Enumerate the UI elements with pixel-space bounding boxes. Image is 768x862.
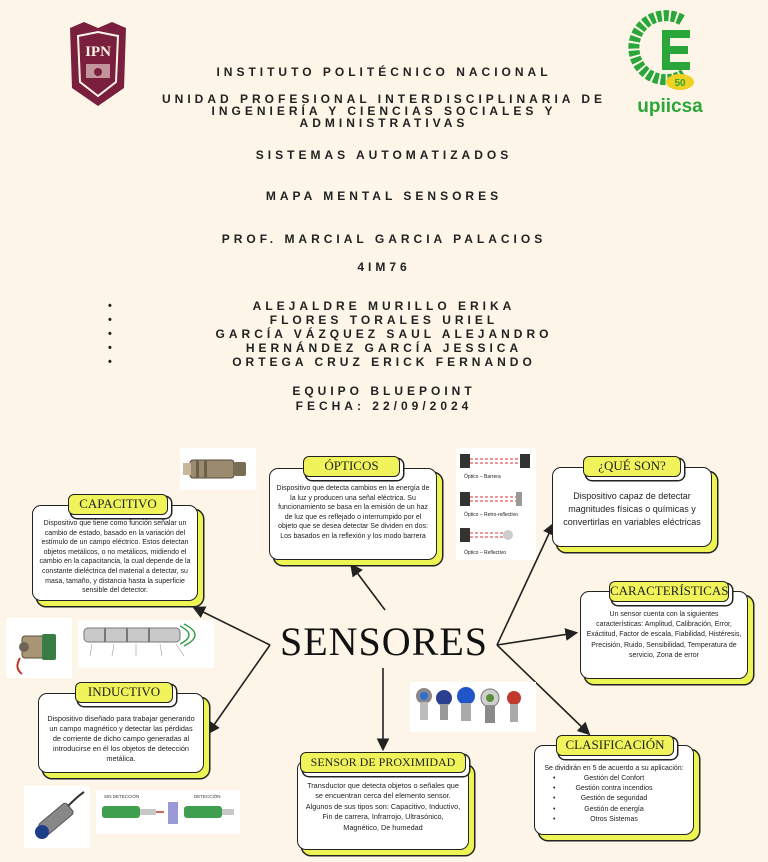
group-code: 4IM76 — [357, 260, 411, 274]
inductive-detection-image — [96, 790, 240, 834]
inductive-sensor-image — [6, 618, 72, 678]
subject-name: SISTEMAS AUTOMATIZADOS — [255, 148, 513, 162]
capacitivo-card — [32, 505, 198, 601]
optical-label-reflective: Óptico – Reflectivo — [464, 550, 506, 556]
document-title: MAPA MENTAL SENSORES — [265, 189, 503, 203]
member-item: • GARCÍA VÁZQUEZ SAUL ALEJANDRO — [100, 327, 668, 341]
member-item: • FLORES TORALES URIEL — [100, 313, 668, 327]
optical-label-barrier: Óptico – Barrera — [464, 474, 501, 480]
proximidad-title: SENSOR DE PROXIMIDAD — [300, 752, 466, 773]
clasificacion-list — [539, 774, 689, 825]
clasificacion-intro: Se dividirán en 5 de acuerdo a su aplicación: — [544, 765, 684, 772]
optical-types-image — [456, 448, 536, 560]
upiicsa-logo-text: upiicsa — [637, 96, 703, 117]
inductive-probe-image — [24, 786, 90, 848]
inductive-diagram-image — [78, 620, 214, 668]
capacitivo-title: CAPACITIVO — [68, 494, 168, 515]
clasificacion-title: CLASIFICACIÓN — [556, 735, 674, 756]
team-name: EQUIPO BLUEPOINT — [292, 384, 476, 398]
clasificacion-card — [534, 745, 694, 835]
proximity-sensors-image — [410, 682, 536, 732]
clasificacion-item: • Gestión contra incendios — [539, 784, 689, 794]
clasificacion-item: • Gestión del Confort — [539, 774, 689, 784]
institute-name: INSTITUTO POLITÉCNICO NACIONAL — [216, 65, 552, 79]
unit-name: UNIDAD PROFESIONAL INTERDISCIPLINARIA DE INGENIERÍA Y CIENCIAS SOCIALES Y ADMINISTRATIVAS — [161, 92, 606, 130]
caracteristicas-title: CARACTERÍSTICAS — [609, 581, 729, 602]
upiicsa-badge-text: 50 — [674, 78, 686, 89]
clasificacion-item: • Gestión de energía — [539, 805, 689, 815]
no-detection-label: SIN DETECCIÓN — [104, 794, 140, 799]
proximidad-card — [297, 760, 469, 850]
opticos-card — [269, 468, 437, 560]
member-item: • ORTEGA CRUZ ERICK FERNANDO — [100, 355, 668, 369]
caracteristicas-card — [580, 591, 748, 679]
inductivo-description: Dispositivo diseñado para trabajar generando un campo magnético y detectar las pérdidas de corriente de dicho campo generadas al introducirse en él los objetos de detección metálica. — [47, 714, 195, 763]
opticos-title: ÓPTICOS — [303, 456, 400, 477]
proximidad-description: Transductor que detecta objetos o señales que se encuentran cerca del elemento sensor. Algunos de sus tipos son: Capacitivo, Inductivo, Fin de carrera, Infrarrojo, Ultrasónico, Magnético, De humedad — [305, 781, 461, 832]
que-son-card — [552, 467, 712, 547]
que-son-description: Dispositivo capaz de detectar magnitudes físicas o químicas y convertirlas en variables eléctricas — [563, 491, 701, 527]
inductivo-title: INDUCTIVO — [75, 682, 173, 703]
ipn-logo-text: IPN — [85, 44, 111, 60]
detection-label: DETECCIÓN — [194, 794, 221, 799]
member-item: • HERNÁNDEZ GARCÍA JESSICA — [100, 341, 668, 355]
caracteristicas-description: Un sensor cuenta con la siguientes características: Amplitud, Calibración, Error, Exáctitud, Factor de escala, Fiabilidad, Histéresis, Precisión, Ruido, Sensibilidad, Temperatura de servicio, Zona de error — [586, 611, 742, 659]
central-topic: SENSORES — [279, 619, 489, 664]
capacitive-sensor-image — [180, 448, 256, 490]
capacitivo-description: Dispositivo que tiene como función señalar un cambio de estado, basado en la variación del estímulo de un campo eléctrico. Estos detectan objetos metálicos, o no metálicos, midiendo el cambio en la capacitancia, la cual depende de la constante dieléctrica del material a detectar, su masa, tamaño, y distancia hasta la superficie sensible del detector. — [39, 520, 191, 595]
date-text: FECHA: 22/09/2024 — [295, 399, 473, 413]
optical-label-retroreflective: Óptico – Retro-reflectivo — [464, 512, 518, 518]
member-item: • ALEJALDRE MURILLO ERIKA — [100, 299, 668, 313]
professor-name: PROF. MARCIAL GARCIA PALACIOS — [221, 232, 547, 246]
opticos-description: Dispositivo que detecta cambios en la energía de la luz y producen una señal eléctrica. Su funcionamiento se basa en la emisión de un haz de luz que es reflejado o interrumpido por el objeto que se desea detectar Se dividen en dos: Los basados en la reflexión y los modo barrera — [276, 485, 430, 540]
clasificacion-item: • Gestión de seguridad — [539, 794, 689, 804]
inductivo-card — [38, 693, 204, 773]
clasificacion-item: • Otros Sistemas — [539, 815, 689, 825]
que-son-title: ¿QUÉ SON? — [583, 456, 681, 477]
